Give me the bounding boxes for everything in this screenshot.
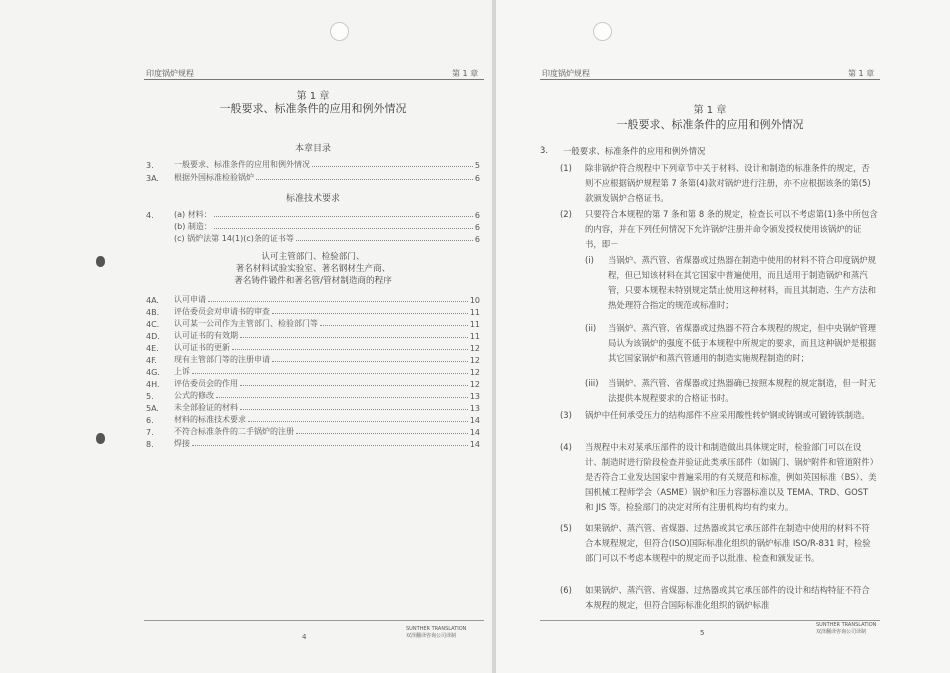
- toc-entry-title: 未全部验证的材料: [174, 403, 238, 412]
- footer-rule: [144, 620, 484, 621]
- toc-subheading-technical: 标准技术要求: [285, 194, 340, 204]
- sub-clause: [585, 253, 878, 313]
- toc-entry[interactable]: [146, 317, 480, 329]
- toc-leader-dots: [256, 179, 473, 180]
- toc-entry[interactable]: [146, 341, 480, 353]
- toc-leader-dots: [232, 349, 468, 350]
- toc-leader-dots: [248, 421, 468, 422]
- sub-clause-number: (iii): [585, 378, 599, 388]
- toc-entry-number: 4B.: [146, 308, 160, 317]
- toc-entry-title: 评估委员会对申请书的审查: [174, 307, 270, 316]
- toc-entry-page: 6: [474, 211, 480, 220]
- subheading-line: 著名材料试验实验室、著名钢材生产商、: [235, 264, 391, 274]
- toc-leader-dots: [214, 216, 473, 217]
- toc-entry-title: 公式的修改: [174, 391, 214, 400]
- sub-clause: [585, 321, 878, 366]
- clause-number: (3): [560, 410, 572, 420]
- sub-clause: [585, 376, 878, 406]
- toc-entry[interactable]: [146, 353, 480, 365]
- toc-entry[interactable]: [146, 389, 480, 401]
- toc-entry-page: 14: [469, 416, 480, 425]
- sub-clause-text: 当锅炉、蒸汽管、省煤器或过热器在制造中使用的材料不符合印度锅炉规程，但已知该材料在其它国家中普遍使用，而且适用于制造锅炉和蒸汽管，只要本规程未特别规定禁止使用这种材料，而且其制造、生产方法和热处理符合指定的规范或标准时；: [608, 255, 876, 310]
- toc-entry[interactable]: [146, 158, 480, 170]
- toc-entry-page: 12: [469, 356, 480, 365]
- toc-entry-number: 4H.: [146, 380, 160, 389]
- toc-leader-dots: [240, 385, 468, 386]
- clause-number: (2): [560, 209, 572, 219]
- toc-entry-number: 4D.: [146, 332, 160, 341]
- clause-text: 只要符合本规程的第 7 条和第 8 条的规定，检查长可以不考虑第(1)条中所包含的内容，并在下列任何情况下允许锅炉注册并命令颁发授权使用该锅炉的证书，即－: [585, 209, 878, 249]
- punch-hole: [330, 22, 349, 41]
- toc-entry-number: 3A.: [146, 174, 159, 183]
- binding-hole-mark: [96, 433, 105, 444]
- toc-entry-number: 4F.: [146, 356, 157, 365]
- footer-publisher-en: SUNTHER TRANSLATION: [406, 626, 467, 632]
- toc-entry-title: 认可证书的有效期: [174, 331, 238, 340]
- toc-entry[interactable]: [146, 305, 480, 317]
- footer-publisher: [406, 626, 466, 640]
- toc-leader-dots: [272, 361, 468, 362]
- toc-entry-page: 14: [469, 428, 480, 437]
- footer-publisher-cn: 双泽翻译咨询公司译制: [816, 629, 867, 635]
- toc-entry-page: 12: [469, 344, 480, 353]
- toc-entry-page: 12: [469, 380, 480, 389]
- header-rule: [540, 79, 880, 80]
- chapter-title: 一般要求、标准条件的应用和例外情况: [219, 102, 407, 115]
- toc-leader-dots: [208, 301, 468, 302]
- footer-publisher-cn: 双泽翻译咨询公司译制: [406, 633, 457, 639]
- toc-entry-number: 6.: [146, 416, 154, 425]
- clause-text: 锅炉中任何承受压力的结构部件不应采用酸性转炉钢或铸钢或可锻铸铁制造。: [585, 410, 870, 420]
- toc-entry[interactable]: [146, 232, 480, 244]
- toc-entry-title: 认可证书的更新: [174, 343, 230, 352]
- clause-paragraph: [560, 408, 878, 423]
- clause-paragraph: [560, 440, 878, 515]
- toc-leader-dots: [192, 373, 468, 374]
- chapter-number: 第 1 章: [693, 105, 727, 116]
- toc-entry-page: 11: [469, 320, 480, 329]
- toc-entry[interactable]: [146, 401, 480, 413]
- toc-entry-title: 一般要求、标准条件的应用和例外情况: [174, 160, 310, 169]
- sub-clause-number: (i): [585, 255, 594, 265]
- clause-paragraph: [560, 207, 878, 252]
- toc-entry-page: 10: [469, 296, 480, 305]
- toc-entry-number: 4A.: [146, 296, 159, 305]
- sub-clause-number: (ii): [585, 323, 597, 333]
- toc-entry[interactable]: [146, 377, 480, 389]
- header-rule: [144, 79, 484, 80]
- toc-leader-dots: [240, 409, 468, 410]
- toc-leader-dots: [272, 313, 468, 314]
- footer-rule: [540, 620, 880, 621]
- toc-entry[interactable]: [146, 329, 480, 341]
- toc-leader-dots: [214, 228, 473, 229]
- running-header-title: 印度锅炉规程: [542, 69, 590, 78]
- sub-clause-text: 当锅炉、蒸汽管、省煤器或过热器不符合本规程的规定，但中央锅炉管理局认为该锅炉的强度不低于本规程中所规定的要求，而且这种锅炉是根据其它国家锅炉和蒸汽管通用的制造实施规程制造的时；: [608, 323, 876, 363]
- running-header-title: 印度锅炉规程: [146, 69, 194, 78]
- running-header-chapter: 第 1 章: [848, 69, 875, 78]
- clause-number: (1): [560, 163, 572, 173]
- running-header-chapter: 第 1 章: [452, 69, 479, 78]
- toc-entry-page: 6: [474, 235, 480, 244]
- punch-hole: [593, 22, 612, 41]
- toc-entry-page: 12: [469, 368, 480, 377]
- toc-leader-dots: [216, 397, 468, 398]
- toc-entry-page: 6: [474, 174, 480, 183]
- toc-entry[interactable]: [146, 437, 480, 449]
- toc-entry-number: 7.: [146, 428, 154, 437]
- toc-entry[interactable]: [146, 365, 480, 377]
- toc-entry[interactable]: [146, 208, 480, 220]
- toc-entry-number: 3.: [146, 161, 154, 170]
- toc-leader-dots: [320, 325, 468, 326]
- chapter-number: 第 1 章: [296, 91, 330, 102]
- toc-entry-page: 6: [474, 223, 480, 232]
- toc-entry[interactable]: [146, 171, 480, 183]
- clause-text: 如果锅炉、蒸汽管、省煤器、过热器或其它承压部件的设计和结构特征不符合本规程的规定，但符合国际标准化组织的锅炉标准: [585, 585, 870, 610]
- toc-entry[interactable]: [146, 220, 480, 232]
- toc-entry-number: 4E.: [146, 344, 159, 353]
- sub-clause-text: 当锅炉、蒸汽管、省煤器或过热器确已按照本规程的规定制造，但一时无法提供本规程要求的合格证书时。: [608, 378, 876, 403]
- clause-number: (5): [560, 523, 572, 533]
- clause-text: 当规程中未对某承压部件的设计和制造做出具体规定时，检验部门可以在设计、制造时进行阶段检查并验证此类承压部件（如锅门、锅炉附件和管道附件）是否符合工业发达国家中普遍采用的有关规范和标准，例如英国标准（BS）、美国机械工程师学会（ASME）锅炉和压力容器标准以及 TEMA、TRD、GOST 和 JIS 等。检验部门的决定对所有注册机构均有约束力。: [585, 442, 877, 512]
- toc-leader-dots: [192, 445, 468, 446]
- footer-publisher-en: SUNTHER TRANSLATION: [816, 622, 877, 628]
- toc-entry-number: 8.: [146, 440, 154, 449]
- toc-entry-page: 13: [469, 404, 480, 413]
- clause-paragraph: [560, 161, 878, 206]
- toc-entry-page: 13: [469, 392, 480, 401]
- toc-entry-title: 认可某一公司作为主管部门、检验部门等: [174, 319, 318, 328]
- toc-entry[interactable]: [146, 425, 480, 437]
- toc-entry-title: 材料的标准技术要求: [174, 415, 246, 424]
- toc-entry-title: 上诉: [174, 367, 190, 376]
- subheading-line: 著名铸件锻件和著名管/管材制造商的程序: [234, 276, 392, 286]
- toc-leader-dots: [312, 166, 473, 167]
- toc-entry-title: (b) 制造：: [174, 222, 212, 231]
- clause-text: 如果锅炉、蒸汽管、省煤器、过热器或其它承压部件在制造中使用的材料不符合本规程规定，但符合(ISO)国际标准化组织的锅炉标准 ISO/R-831 时，检验部门可以不考虑本规程中的规定而予以批准、检查和颁发证书。: [585, 523, 871, 563]
- toc-entry-number: 4C.: [146, 320, 160, 329]
- clause-number: (6): [560, 585, 572, 595]
- footer-publisher: [816, 622, 876, 636]
- toc-leader-dots: [296, 433, 468, 434]
- page-number: 4: [302, 633, 307, 641]
- toc-entry-title: 认可申请: [174, 295, 206, 304]
- binding-hole-mark: [96, 256, 105, 267]
- toc-entry-title: 焊接: [174, 439, 190, 448]
- chapter-title: 一般要求、标准条件的应用和例外情况: [616, 118, 804, 131]
- toc-leader-dots: [296, 240, 473, 241]
- toc-entry-title: 现有主管部门等的注册申请: [174, 355, 270, 364]
- toc-entry[interactable]: [146, 293, 480, 305]
- section-number: 3.: [540, 145, 548, 155]
- section-title: 一般要求、标准条件的应用和例外情况: [563, 146, 706, 156]
- page-number: 5: [700, 629, 705, 637]
- toc-entry-title: (c) 锅炉法第 14(1)(c)条的证书等: [174, 234, 294, 243]
- toc-entry-number: 5.: [146, 392, 154, 401]
- toc-entry-title: 根据外国标准检验锅炉: [174, 173, 254, 182]
- subheading-line: 认可主管部门、检验部门、: [261, 252, 365, 262]
- toc-entry-number: 5A.: [146, 404, 159, 413]
- clause-text: 除非锅炉符合规程中下列章节中关于材料、设计和制造的标准条件的规定，否则不应根据锅炉规程第 7 条第(4)款对锅炉进行注册，亦不应根据该条的第(5)款颁发锅炉合格证书。: [585, 163, 871, 203]
- toc-entry-page: 5: [474, 161, 480, 170]
- toc-entry-number: 4.: [146, 211, 154, 220]
- toc-entry-page: 14: [469, 440, 480, 449]
- toc-entry-page: 11: [469, 308, 480, 317]
- toc-subheading-recognition: [146, 251, 480, 287]
- toc-entry[interactable]: [146, 413, 480, 425]
- toc-entry-number: 4G.: [146, 368, 160, 377]
- toc-entry-page: 11: [469, 332, 480, 341]
- clause-paragraph: [560, 521, 878, 566]
- toc-entry-title: 不符合标准条件的二手锅炉的注册: [174, 427, 294, 436]
- toc-heading: 本章目录: [294, 144, 331, 154]
- clause-number: (4): [560, 442, 572, 452]
- toc-entry-title: 评估委员会的作用: [174, 379, 238, 388]
- toc-entry-title: (a) 材料：: [174, 210, 212, 219]
- toc-leader-dots: [240, 337, 468, 338]
- clause-paragraph: [560, 583, 878, 613]
